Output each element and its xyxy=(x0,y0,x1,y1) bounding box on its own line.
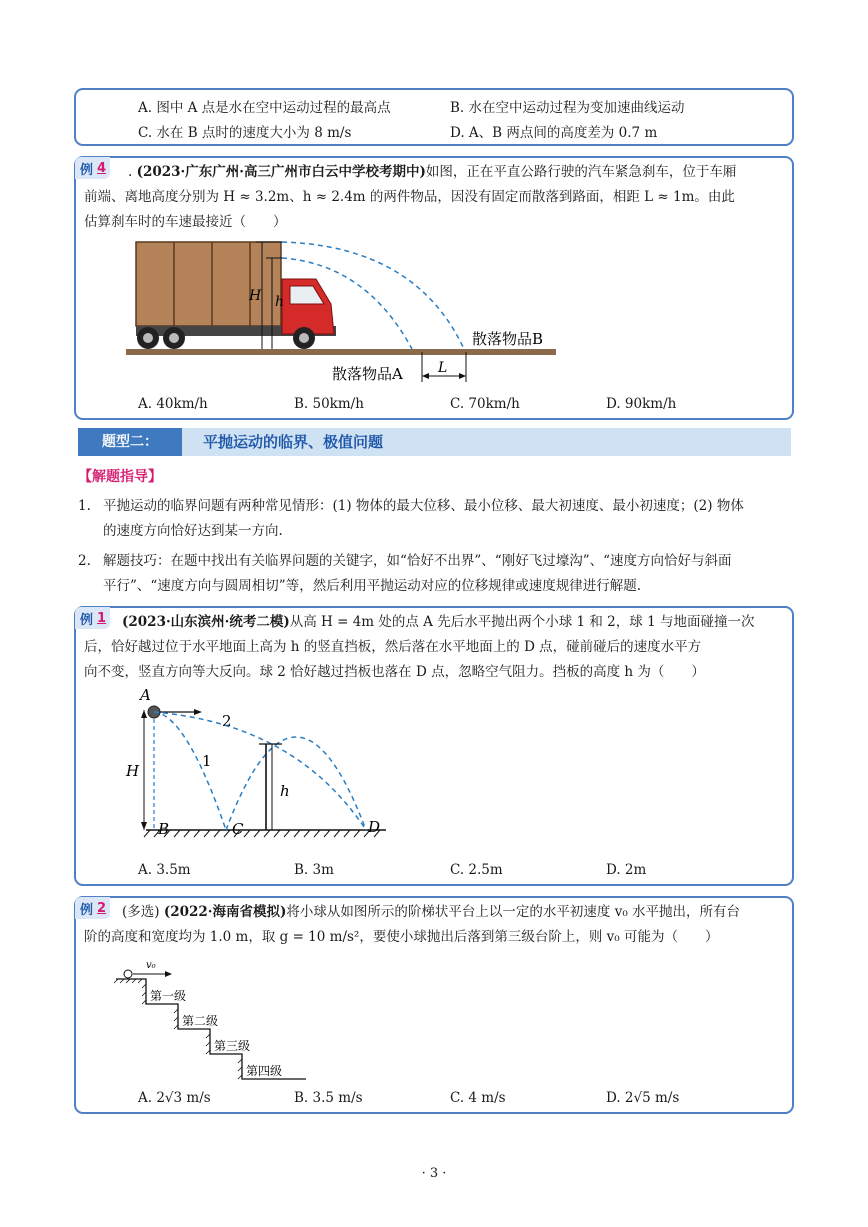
example-number: 2 xyxy=(97,900,107,916)
section-title: 平抛运动的临界、极值问题 xyxy=(203,433,384,451)
ex1-option-c: C. 2.5m xyxy=(450,862,503,878)
label-h: h xyxy=(280,782,290,800)
question-line-1: 如图，正在平直公路行驶的汽车紧急刹车，位于车厢 xyxy=(425,164,737,180)
question-text xyxy=(84,610,784,685)
label-item-b: 散落物品B xyxy=(472,330,544,348)
item-line-2: 的速度方向恰好达到某一方向. xyxy=(103,523,283,539)
truck-figure xyxy=(76,234,796,394)
item-number: 2. xyxy=(78,553,91,569)
example-1-box xyxy=(74,606,794,886)
option-d: D. A、B 两点间的高度差为 0.7 m xyxy=(450,125,658,141)
question-line-3: 估算刹车时的车速最接近（ ） xyxy=(84,214,287,230)
label-2: 2 xyxy=(222,712,232,730)
ex2-option-a: A. 2√3 m/s xyxy=(138,1090,211,1106)
ex2-option-b: B. 3.5 m/s xyxy=(294,1090,363,1106)
example-label: 例 xyxy=(80,162,94,178)
section-header xyxy=(78,428,791,456)
label-1: 1 xyxy=(202,752,212,770)
ex4-option-b: B. 50km/h xyxy=(294,396,364,412)
label-C: C xyxy=(232,820,244,838)
ex4-option-c: C. 70km/h xyxy=(450,396,520,412)
ex1-option-d: D. 2m xyxy=(606,862,647,878)
question-line-3: 向不变，竖直方向等大反向。球 2 恰好越过挡板也落在 D 点，忽略空气阻力。挡板的高度 h 为（ ） xyxy=(84,664,705,680)
question-text xyxy=(84,900,784,950)
prev-options-box xyxy=(74,88,794,146)
question-text xyxy=(84,160,784,235)
item-number: 1. xyxy=(78,498,91,514)
label-L: L xyxy=(438,360,448,376)
question-line-2: 阶的高度和宽度均为 1.0 m，取 g = 10 m/s²，要使小球抛出后落到第三级台阶上，则 v₀ 可能为（ ） xyxy=(84,929,719,945)
page-number: · 3 · xyxy=(421,1166,447,1181)
example-label: 例 xyxy=(80,612,94,628)
section-label: 题型二： xyxy=(78,428,182,456)
ex4-option-a: A. 40km/h xyxy=(138,396,208,412)
label-H: H xyxy=(126,762,140,780)
example-number: 4 xyxy=(97,160,107,176)
item-line-1: 解题技巧：在题中找出有关临界问题的关键字，如“恰好不出界”、“刚好飞过壕沟”、“速度方向恰好与斜面 xyxy=(103,553,732,569)
example-label: 例 xyxy=(80,902,94,918)
question-line-2: 后，恰好越过位于水平地面上高为 h 的竖直挡板，然后落在水平地面上的 D 点，碰前碰后的速度水平方 xyxy=(84,639,702,655)
item-line-2: 平行”、“速度方向与圆周相切”等，然后利用平抛运动对应的位移规律或速度规律进行解题. xyxy=(103,578,641,594)
label-A: A xyxy=(140,686,151,704)
ex2-option-c: C. 4 m/s xyxy=(450,1090,506,1106)
example-number: 1 xyxy=(97,610,107,626)
label-step-3: 第三级 xyxy=(214,1039,251,1053)
stairs-figure xyxy=(106,954,346,1084)
ex1-option-b: B. 3m xyxy=(294,862,334,878)
option-b: B. 水在空中运动过程为变加速曲线运动 xyxy=(450,100,685,116)
label-item-a: 散落物品A xyxy=(332,365,403,383)
label-step-2: 第二级 xyxy=(182,1014,219,1028)
label-step-1: 第一级 xyxy=(150,989,187,1003)
question-line-2: 前端、离地高度分别为 H ≈ 3.2m、h ≈ 2.4m 的两件物品，因没有固定而散落到路面，相距 L ≈ 1m。由此 xyxy=(84,189,735,205)
option-c: C. 水在 B 点时的速度大小为 8 m/s xyxy=(138,125,352,141)
guide-heading: 【解题指导】 xyxy=(78,469,162,485)
number-dot: . xyxy=(128,164,133,180)
question-source: (2023·山东滨州·统考二模) xyxy=(122,614,290,630)
question-source: (2022·海南省模拟) xyxy=(163,904,287,920)
ex2-option-d: D. 2√5 m/s xyxy=(606,1090,680,1106)
option-a: A. 图中 A 点是水在空中运动过程的最高点 xyxy=(138,100,391,116)
question-source: (2023·广东广州·高三广州市白云中学校考期中) xyxy=(136,164,426,180)
multi-tag: (多选) xyxy=(122,904,160,920)
label-step-4: 第四级 xyxy=(246,1064,283,1078)
projectile-figure xyxy=(116,684,456,844)
guide-item-1 xyxy=(78,494,794,544)
label-B: B xyxy=(158,820,170,838)
label-H: H xyxy=(249,288,262,304)
question-line-1: 从高 H = 4m 处的点 A 先后水平抛出两个小球 1 和 2，球 1 与地面碰撞一次 xyxy=(289,614,755,630)
ex4-option-d: D. 90km/h xyxy=(606,396,677,412)
guide-item-2 xyxy=(78,549,794,599)
label-h: h xyxy=(275,294,285,310)
question-line-1: 将小球从如图所示的阶梯状平台上以一定的水平初速度 v₀ 水平抛出，所有台 xyxy=(286,904,741,920)
label-v0: v₀ xyxy=(146,960,156,971)
item-line-1: 平抛运动的临界问题有两种常见情形：(1) 物体的最大位移、最小位移、最大初速度、最小初速度；(2) 物体 xyxy=(103,498,744,514)
example-2-box xyxy=(74,896,794,1114)
label-D: D xyxy=(368,818,381,836)
ex1-option-a: A. 3.5m xyxy=(138,862,191,878)
example-4-box xyxy=(74,156,794,420)
